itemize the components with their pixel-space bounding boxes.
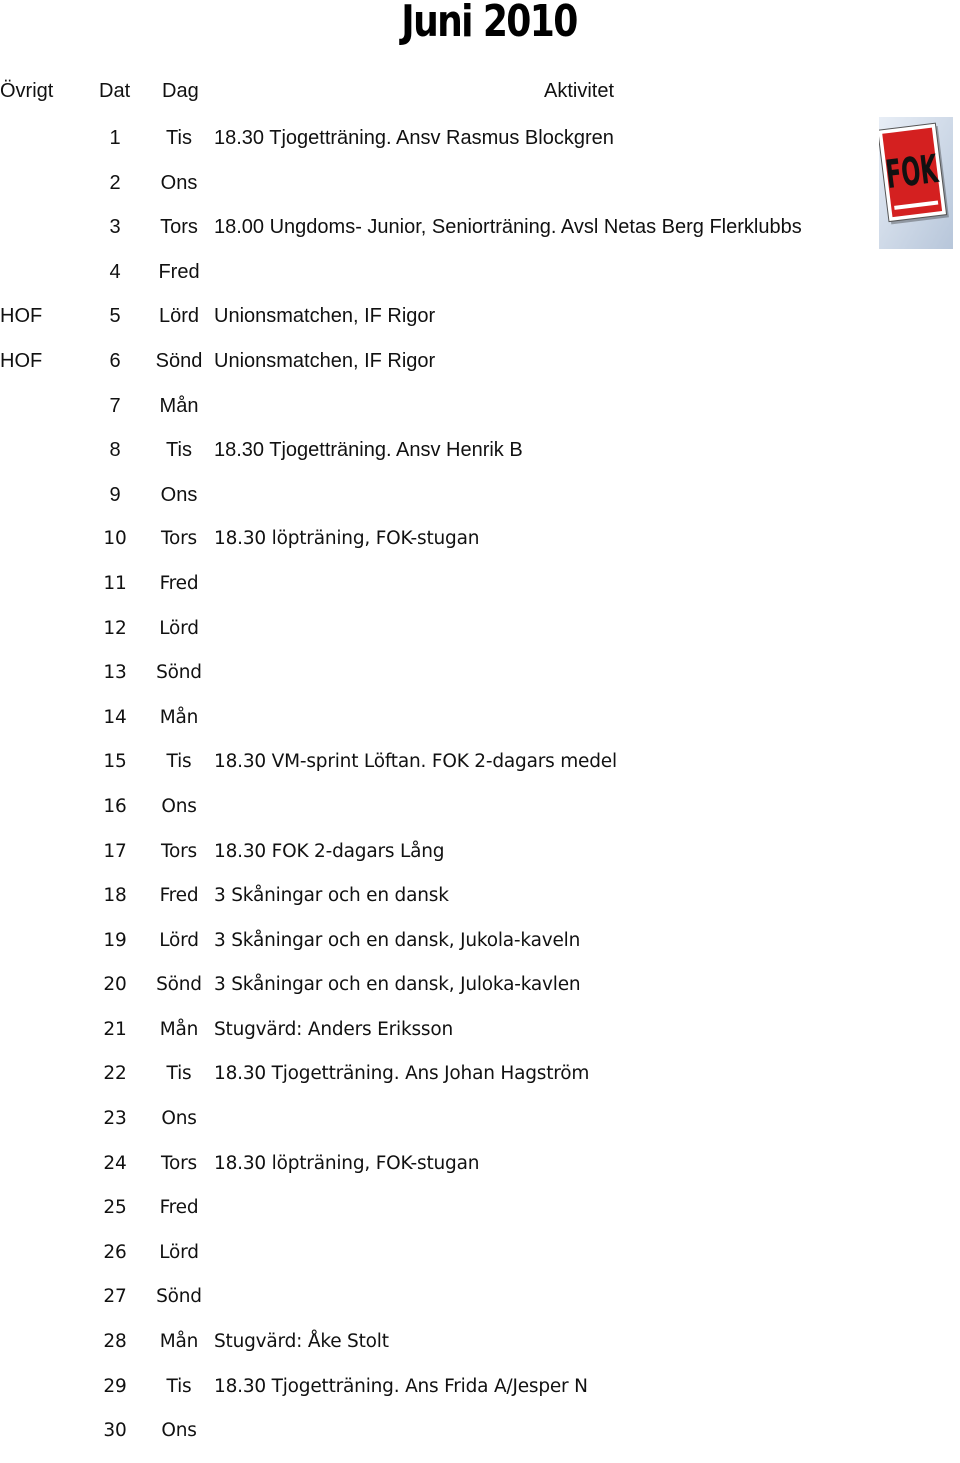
cell-dat: 21 [103,1018,127,1040]
cell-dat: 17 [103,840,127,862]
header-dat: Dat [99,80,131,102]
cell-dat: 24 [103,1152,127,1174]
cell-dag: Tis [166,127,192,149]
cell-aktivitet: 18.30 löpträning, FOK-stugan [214,1152,480,1174]
cell-dag: Tors [160,216,198,239]
table-row [0,1151,960,1196]
cell-dat: 18 [103,885,127,907]
table-row [0,883,960,928]
table-row [0,303,960,348]
cell-aktivitet: 18.30 Tjogetträning. Ansv Henrik B [214,439,523,462]
cell-dat: 19 [103,929,127,951]
cell-dat: 10 [103,528,127,550]
table-row [0,125,960,170]
table-row [0,259,960,304]
table-row [0,482,960,527]
table-row [0,749,960,794]
cell-dag: Lörd [159,929,199,951]
table-row [0,348,960,393]
cell-dag: Fred [158,260,200,283]
table-row [0,571,960,616]
table-row [0,1240,960,1285]
cell-dag: Sönd [156,662,202,684]
table-row [0,1374,960,1419]
cell-aktivitet: Stugvärd: Åke Stolt [214,1331,389,1353]
cell-aktivitet: 18.30 FOK 2-dagars Lång [214,840,445,862]
cell-dat: 27 [103,1286,127,1308]
table-row [0,1195,960,1240]
cell-aktivitet: 3 Skåningar och en dansk, Jukola-kaveln [214,929,581,951]
cell-dag: Mån [159,394,199,417]
cell-ovrigt: HOF [0,349,43,372]
cell-dag: Sönd [156,974,202,996]
cell-dag: Fred [159,1197,199,1219]
cell-dag: Tis [166,439,192,462]
cell-dat: 8 [109,439,121,462]
cell-dat: 28 [103,1331,127,1353]
cell-dag: Fred [159,885,199,907]
cell-dag: Ons [161,1108,197,1130]
cell-aktivitet: 18.00 Ungdoms- Junior, Seniorträning. Avsl Netas Berg Flerklubbs [214,216,802,239]
cell-aktivitet: Stugvärd: Anders Eriksson [214,1018,453,1040]
cell-aktivitet: 3 Skåningar och en dansk [214,885,449,907]
cell-dat: 11 [103,572,127,594]
cell-dag: Lörd [159,617,199,639]
cell-dag: Mån [159,706,199,728]
cell-dag: Tis [166,1063,192,1085]
table-row [0,1106,960,1151]
cell-dat: 13 [103,662,127,684]
cell-dat: 7 [109,394,121,417]
table-row [0,660,960,705]
cell-dag: Ons [161,795,197,817]
cell-dag: Tors [161,1152,197,1174]
table-row [0,616,960,661]
cell-aktivitet: Unionsmatchen, IF Rigor [214,349,436,372]
table-row [0,437,960,482]
cell-dat: 15 [103,751,127,773]
table-row [0,1329,960,1374]
cell-dag: Tis [166,751,192,773]
table-header [0,80,960,106]
table-row [0,1061,960,1106]
cell-dat: 20 [103,974,127,996]
cell-dat: 30 [103,1420,127,1442]
cell-dat: 16 [103,795,127,817]
cell-dag: Sönd [155,349,203,372]
cell-dag: Lörd [159,1241,199,1263]
cell-dag: Mån [159,1018,199,1040]
cell-dat: 6 [109,349,121,372]
cell-dat: 9 [109,483,121,506]
table-row [0,794,960,839]
table-row [0,214,960,259]
cell-dat: 3 [109,216,121,239]
cell-dag: Lörd [158,305,200,328]
header-dag: Dag [162,80,199,102]
table-row [0,393,960,438]
table-row [0,526,960,571]
cell-aktivitet: 18.30 löpträning, FOK-stugan [214,528,480,550]
cell-aktivitet: 18.30 VM-sprint Löftan. FOK 2-dagars medel [214,751,617,773]
logo-text: FOK [883,145,941,198]
cell-dag: Mån [159,1331,199,1353]
cell-dat: 14 [103,706,127,728]
cell-dag: Ons [160,483,198,506]
cell-dag: Ons [161,1420,197,1442]
cell-aktivitet: 18.30 Tjogetträning. Ans Johan Hagström [214,1063,590,1085]
cell-aktivitet: 18.30 Tjogetträning. Ansv Rasmus Blockgren [214,127,614,149]
cell-dat: 4 [109,260,121,283]
table-row [0,972,960,1017]
cell-ovrigt: HOF [0,305,43,328]
cell-dag: Tors [161,528,197,550]
table-row [0,839,960,884]
cell-dat: 2 [109,171,121,194]
table-row [0,705,960,750]
cell-aktivitet: 3 Skåningar och en dansk, Juloka-kavlen [214,974,581,996]
header-aktivitet: Aktivitet [544,80,615,102]
table-row [0,1418,960,1463]
cell-dag: Ons [160,171,198,194]
cell-dat: 1 [109,127,121,149]
cell-dat: 26 [103,1241,127,1263]
cell-dag: Fred [159,572,199,594]
table-row [0,1284,960,1329]
schedule-table [0,125,960,1463]
cell-dag: Tors [161,840,197,862]
cell-aktivitet: Unionsmatchen, IF Rigor [214,305,436,328]
cell-dag: Tis [166,1375,192,1397]
page-title: Juni 2010 [401,0,577,47]
header-ovrigt: Övrigt [0,80,54,102]
cell-dag: Sönd [156,1286,202,1308]
cell-dat: 23 [103,1108,127,1130]
cell-dat: 25 [103,1197,127,1219]
cell-dat: 29 [103,1375,127,1397]
table-row [0,1017,960,1062]
cell-dat: 22 [103,1063,127,1085]
cell-dat: 12 [103,617,127,639]
table-row [0,928,960,973]
table-row [0,170,960,215]
cell-dat: 5 [109,305,121,328]
cell-aktivitet: 18.30 Tjogetträning. Ans Frida A/Jesper N [214,1375,588,1397]
